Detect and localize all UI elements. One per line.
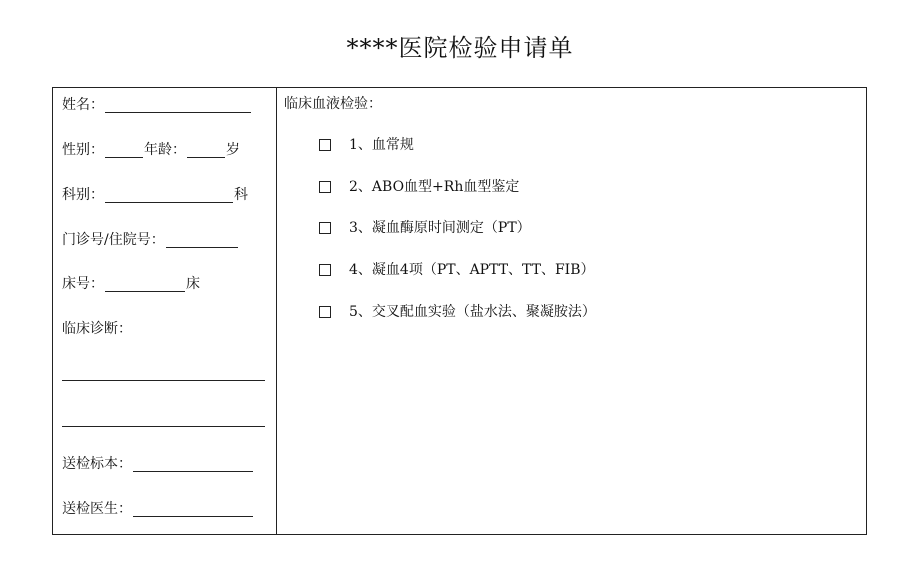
diagnosis-line-1[interactable] — [62, 380, 265, 381]
diagnosis-label: 临床诊断： — [62, 321, 132, 337]
checkbox-icon[interactable] — [319, 139, 331, 151]
test-item-label: 4、凝血4项（PT、APTT、TT、FIB） — [349, 262, 595, 278]
specimen-label: 送检标本： — [62, 456, 132, 472]
diagnosis-row — [62, 319, 132, 339]
dept-field[interactable] — [105, 186, 233, 203]
record-no-row — [62, 230, 239, 250]
checkbox-icon[interactable] — [319, 181, 331, 193]
specimen-field[interactable] — [133, 455, 253, 472]
name-field[interactable] — [105, 96, 251, 113]
doctor-field[interactable] — [133, 500, 253, 517]
record-no-label: 门诊号/住院号： — [62, 232, 165, 248]
test-item[interactable] — [319, 218, 531, 238]
record-no-field[interactable] — [166, 231, 238, 248]
age-label: 年龄： — [144, 142, 186, 158]
age-unit: 岁 — [226, 142, 240, 158]
bed-row — [62, 274, 200, 294]
dept-label: 科别： — [62, 187, 104, 203]
test-item-label: 1、血常规 — [349, 137, 414, 153]
test-item-label: 2、ABO血型+Rh血型鉴定 — [349, 179, 520, 195]
request-form — [52, 87, 867, 535]
gender-age-row — [62, 140, 240, 160]
test-item-label: 5、交叉配血实验（盐水法、聚凝胺法） — [349, 304, 596, 320]
test-item[interactable] — [319, 302, 596, 322]
bed-suffix: 床 — [186, 276, 200, 292]
test-item[interactable] — [319, 260, 595, 280]
patient-info-section — [53, 88, 276, 534]
age-field[interactable] — [187, 141, 225, 158]
diagnosis-line-2[interactable] — [62, 426, 265, 427]
doctor-row — [62, 499, 254, 519]
dept-suffix: 科 — [234, 187, 248, 203]
gender-label: 性别： — [62, 142, 104, 158]
doctor-label: 送检医生： — [62, 501, 132, 517]
test-item[interactable] — [319, 177, 519, 197]
test-item[interactable] — [319, 135, 414, 155]
specimen-row — [62, 454, 254, 474]
dept-row — [62, 185, 248, 205]
gender-field[interactable] — [105, 141, 143, 158]
checkbox-icon[interactable] — [319, 222, 331, 234]
test-selection-section — [277, 88, 866, 534]
name-label: 姓名： — [62, 97, 104, 113]
checkbox-icon[interactable] — [319, 264, 331, 276]
name-row — [62, 95, 252, 115]
checkbox-icon[interactable] — [319, 306, 331, 318]
bed-field[interactable] — [105, 275, 185, 292]
bed-label: 床号： — [62, 276, 104, 292]
section-title: 临床血液检验： — [284, 96, 382, 112]
form-title: ****医院检验申请单 — [346, 34, 574, 62]
test-item-label: 3、凝血酶原时间测定（PT） — [349, 220, 531, 236]
